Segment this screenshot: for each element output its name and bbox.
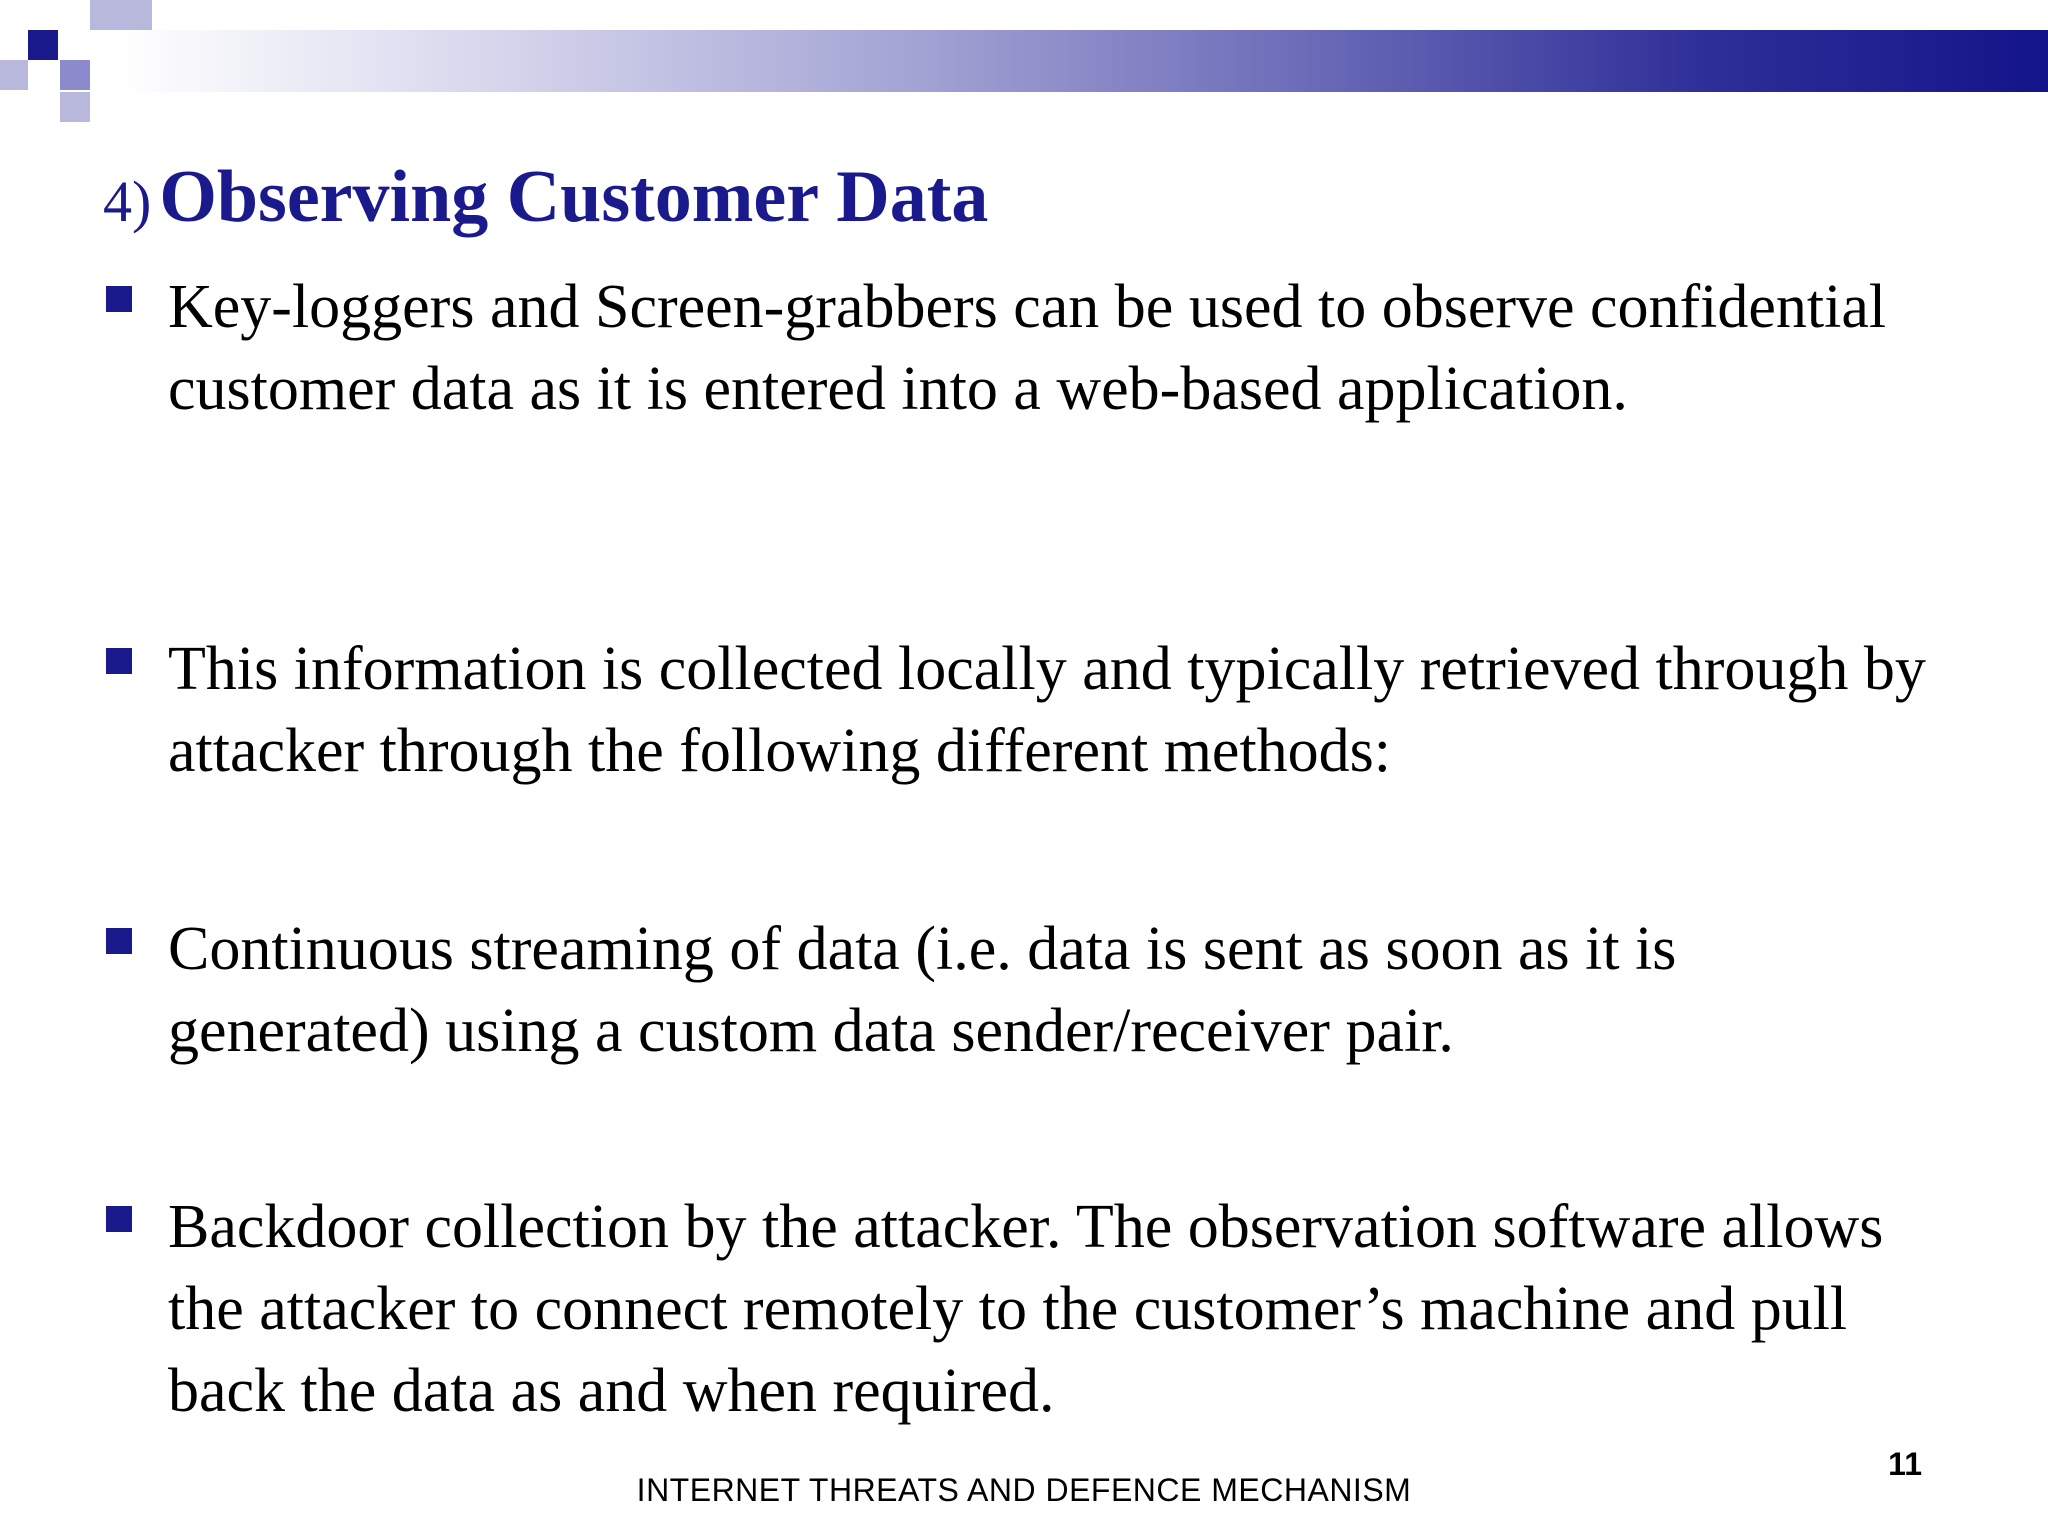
- corner-square-dark: [28, 30, 58, 60]
- square-bullet-icon: [106, 648, 132, 674]
- corner-square-light: [90, 0, 152, 30]
- corner-square-light-bottom: [60, 92, 90, 122]
- bullet-text: Backdoor collection by the attacker. The observation software allows the attacker to connect remotely to the customer’s machine and pull back the data as and when required.: [168, 1193, 1884, 1425]
- header-gradient-bar: [120, 30, 2048, 92]
- square-bullet-icon: [106, 1206, 132, 1232]
- corner-square-light-left: [0, 60, 28, 90]
- bullet-text: Continuous streaming of data (i.e. data is sent as soon as it is generated) using a custom data sender/receiver pair.: [168, 915, 1677, 1065]
- page-number: 11: [1888, 1446, 1922, 1482]
- bullet-text: This information is collected locally and typically retrieved through by attacker through the following different methods:: [168, 635, 1926, 785]
- corner-square-mid: [60, 60, 90, 90]
- slide-title: [103, 156, 989, 238]
- square-bullet-icon: [106, 928, 132, 954]
- square-bullet-icon: [106, 286, 132, 312]
- footer-title: INTERNET THREATS AND DEFENCE MECHANISM: [636, 1472, 1412, 1508]
- title-number: 4): [103, 169, 152, 234]
- title-text: Observing Customer Data: [159, 156, 989, 238]
- bullet-text: Key-loggers and Screen-grabbers can be used to observe confidential customer data as it is entered into a web-based application.: [168, 273, 1887, 423]
